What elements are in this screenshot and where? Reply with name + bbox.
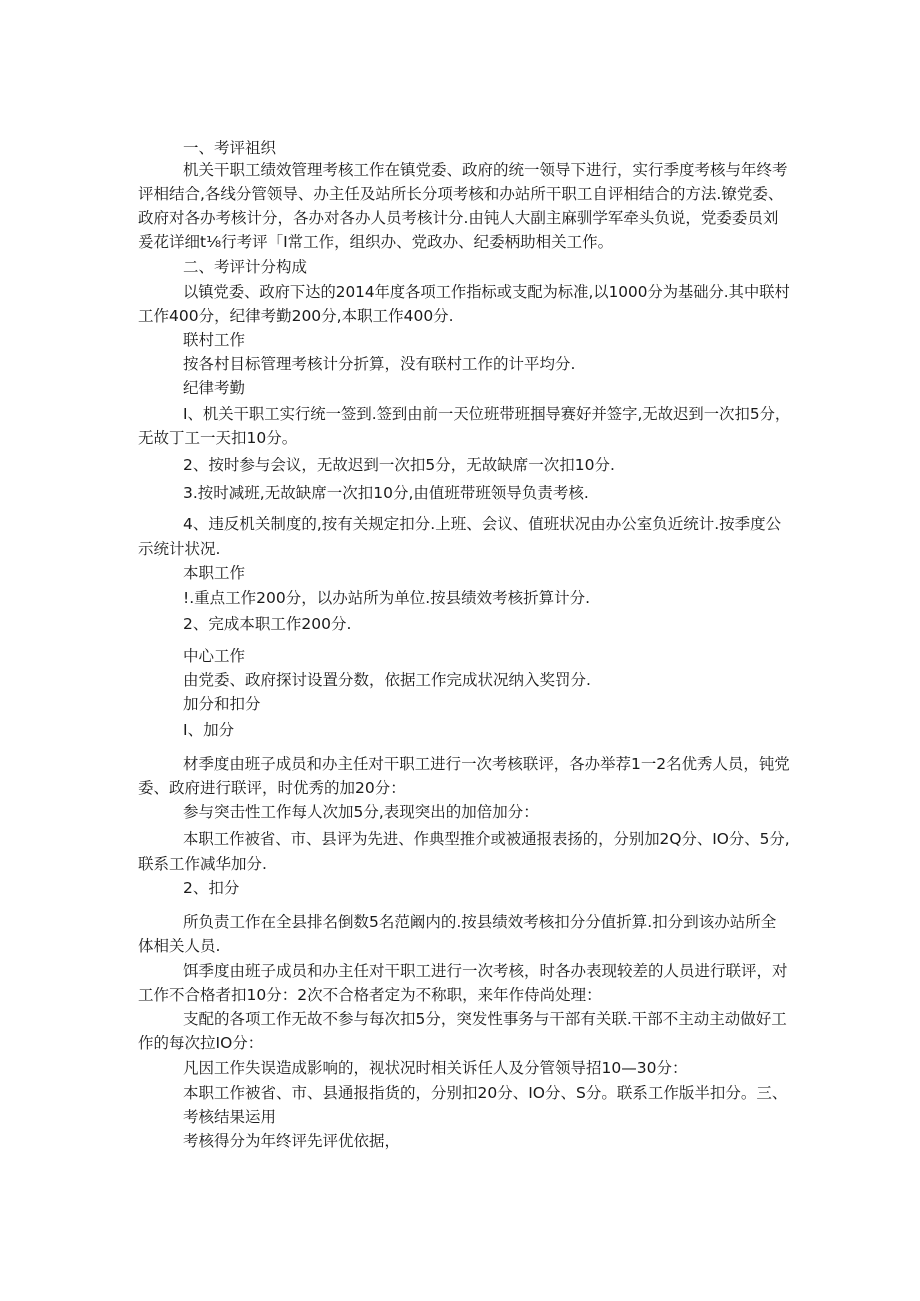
text-line: 支配的各项工作无故不参与每次扣5分，突发性事务与干部有关联.干部不主动主动做好工 [183, 1010, 787, 1028]
text-line: 材季度由班子成员和办主任对干职工进行一次考核联评，各办举荐1一2名优秀人员，钝党 [183, 755, 790, 773]
text-line: 委、政府进行联评，时优秀的加20分： [138, 779, 406, 797]
text-line: 示统计状况. [138, 540, 221, 558]
text-line: 2、按时参与会议，无故迟到一次扣5分，无故缺席一次扣10分. [183, 456, 615, 474]
subsection-heading: 联村工作 [183, 331, 246, 349]
subsection-heading: 加分和扣分 [183, 695, 261, 713]
subsection-heading: 本职工作 [183, 564, 246, 582]
subsection-heading: 纪律考勤 [183, 379, 246, 397]
text-line: 评相结合,各线分管领导、办主任及站所长分项考核和办站所干职工自评相结合的方法.镣党委、 [138, 185, 784, 203]
section-heading: 一、考评祖织 [183, 139, 277, 157]
text-line: 饵季度由班子成员和办主任对干职工进行一次考核，时各办表现较差的人员进行联评，对 [183, 962, 788, 980]
text-line: 考核得分为年终评先评优依据， [183, 1132, 401, 1150]
text-line: 2、完成本职工作200分. [183, 615, 352, 633]
text-line: 联系工作减华加分. [138, 855, 267, 873]
text-line: 无故丁工一天扣10分。 [138, 429, 298, 447]
text-line: 本职工作被省、市、县评为先进、作典型推介或被通报表扬的，分别加2Q分、IO分、5分, [183, 830, 790, 848]
section-heading: 二、考评计分构成 [183, 258, 308, 276]
subsection-heading: 中心工作 [183, 647, 246, 665]
text-line: 机关干职工绩效管理考核工作在镇党委、政府的统一领导下进行，实行季度考核与年终考 [183, 161, 788, 179]
section-heading: 考核结果运用 [183, 1108, 277, 1126]
text-line: 体相关人员. [138, 937, 221, 955]
text-line: 以镇党委、政府下达的2014年度各项工作指标或支配为标准,以1000分为基础分.其中联村 [183, 283, 790, 301]
text-line: 工作400分，纪律考勤200分,本职工作400分. [138, 307, 454, 325]
subsection-heading: I、加分 [183, 721, 235, 739]
text-line: !.重点工作200分，以办站所为单位.按县绩效考核折算计分. [183, 589, 591, 607]
text-line: 3.按时减班,无故缺席一次扣10分,由值班带班领导负责考核. [183, 484, 589, 502]
text-line: 参与突击性工作每人次加5分,表现突出的加倍加分： [183, 803, 539, 821]
text-line: 由党委、政府探讨设置分数，依据工作完成状况纳入奖罚分. [183, 671, 591, 689]
text-line: 爰花详细t⅛行考评「I常工作，组织办、党政办、纪委柄助相关工作。 [138, 233, 614, 251]
text-line: 本职工作被省、市、县通报指货的，分别扣20分、IO分、S分。联系工作版半扣分。三、 [183, 1084, 788, 1102]
text-line: 按各村目标管理考核计分折算，没有联村工作的计平均分. [183, 355, 576, 373]
text-line: I、机关干职工实行统一签到.签到由前一天位班带班掴导赛好并签字,无故迟到一次扣5分， [183, 405, 791, 423]
text-line: 凡因工作失误造成影响的，视状况时相关诉任人及分管领导招10—30分： [183, 1059, 688, 1077]
text-line: 4、违反机关制度的,按有关规定扣分.上班、会议、值班状况由办公室负近统计.按季度公 [183, 515, 782, 533]
text-line: 所负责工作在全县排名倒数5名范阚内的.按县绩效考核扣分分值折算.扣分到该办站所全 [183, 913, 777, 931]
subsection-heading: 2、扣分 [183, 879, 240, 897]
text-line: 工作不合格者扣10分：2次不合格者定为不称职，来年作侍尚处理： [138, 986, 602, 1004]
text-line: 政府对各办考核计分，各办对各办人员考核计分.由钝人大副主麻驯学军牵头负说，党委委员刘 [138, 209, 779, 227]
text-line: 作的每次拉IO分： [138, 1034, 264, 1052]
